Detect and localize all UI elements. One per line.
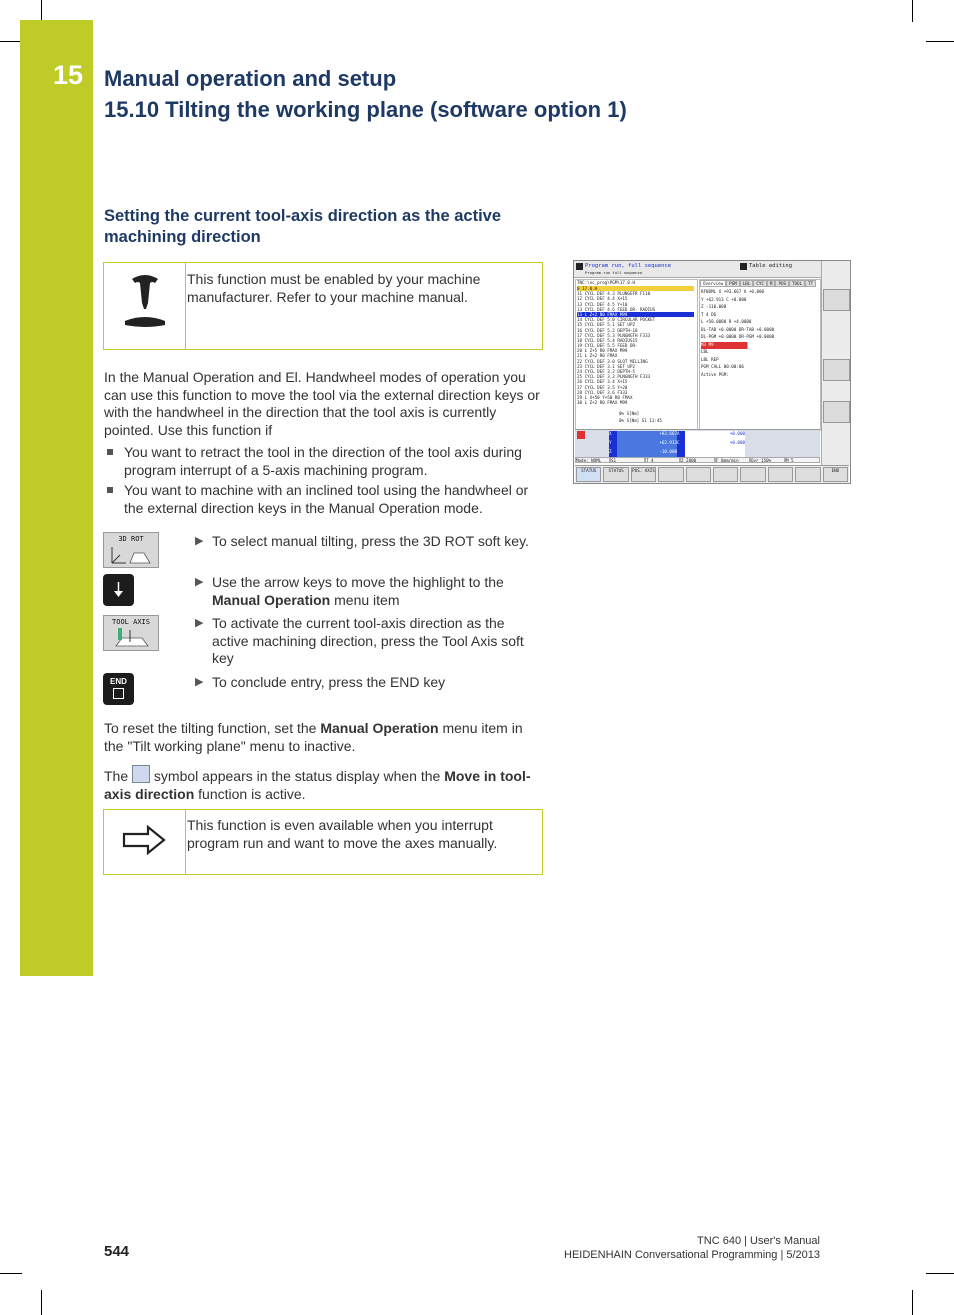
program-line: 29 L X+50 Y+50 R0 FMAX — [577, 394, 633, 400]
crop-mark — [926, 41, 954, 42]
program-line: 30 L Z+2 R0 FMAX M99 — [577, 400, 628, 406]
program-lines — [577, 286, 694, 405]
status-bar-cell: T 4 — [645, 457, 680, 463]
vertical-softkey[interactable] — [823, 359, 850, 381]
note-text: This function is even available when you interrupt program run and want to move the axes manually. — [187, 817, 498, 851]
axis-letter: X — [609, 431, 617, 440]
bullet-list — [104, 444, 544, 520]
status-row: DL-TAB +0.0000 DR-TAB +0.0000 — [701, 326, 775, 332]
step-3: ▶ To activate the current tool-axis direction as the active machining direction, press the Tool Axis soft key — [195, 615, 524, 666]
program-line: 11 CYCL DEF 4.3 PLUNGEFR F110 — [577, 291, 651, 297]
softkey[interactable] — [713, 467, 738, 482]
time-row: 0% S[Nm] S1 11:45 — [619, 418, 662, 423]
step-2: ▶ Use the arrow keys to move the highlight to the Manual Operation menu item — [195, 574, 504, 608]
program-line: 15 CYCL DEF 5.1 SET UP2 — [577, 322, 635, 328]
softkey[interactable] — [658, 467, 683, 482]
status-tab[interactable]: PGM — [726, 280, 740, 287]
status-bar-cell: M 5 — [785, 457, 820, 463]
program-line: 21 L Z+2 R0 FMAX — [577, 353, 618, 359]
axis-letter: Y — [609, 440, 617, 449]
status-tabs — [700, 280, 818, 287]
axis-letter-2: A — [677, 431, 685, 440]
softkey[interactable]: STATUS — [603, 467, 628, 482]
program-line: 16 CYCL DEF 5.2 DEPTH-10 — [577, 327, 638, 333]
step-4: ▶ To conclude entry, press the END key — [195, 674, 446, 690]
program-line: 25 CYCL DEF 3.3 PLNGNGTH F333 — [577, 374, 651, 380]
status-tab[interactable]: LBL — [740, 280, 754, 287]
crop-mark — [41, 1290, 42, 1315]
axis-rows — [609, 431, 749, 458]
softkey[interactable] — [740, 467, 765, 482]
chapter-sidebar — [20, 20, 93, 976]
list-item: You want to retract the tool in the direction of the tool axis during program interrupt of a 5-axis machining program. — [104, 444, 544, 479]
status-row: Y +62.913 C +0.000 — [701, 296, 747, 302]
axis-letter-2: C — [677, 440, 685, 449]
program-line: 23 CYCL DEF 3.1 SET UP2 — [577, 363, 635, 369]
status-tab[interactable]: TOOL — [789, 280, 805, 287]
arrow-down-icon — [112, 581, 125, 599]
status-tab[interactable]: TT — [805, 280, 816, 287]
vertical-softkey[interactable] — [823, 289, 850, 311]
program-line: 24 CYCL DEF 3.2 DEPTH-5 — [577, 369, 635, 374]
program-line: 26 CYCL DEF 3.4 X+15 — [577, 379, 628, 385]
footer-line-2: HEIDENHAIN Conversational Programming | 5/2013 — [564, 1249, 820, 1261]
page-number: 544 — [104, 1243, 130, 1260]
status-bar-cell: Mode: NOML — [575, 457, 610, 463]
mode-icon — [576, 263, 583, 270]
status-bar-cell: Ovr 150% — [750, 457, 785, 463]
status-row: L +50.0000 R +4.0000 — [701, 319, 752, 324]
axis-row — [609, 440, 749, 449]
end-key[interactable] — [103, 673, 134, 705]
status-tab[interactable]: M — [767, 280, 776, 287]
tool-axis-icon — [108, 626, 154, 648]
end-key-label: END — [110, 677, 127, 686]
program-line: 13 L Z+2 R0 FMAX M99 — [577, 312, 694, 317]
time-row: 0% S[Nm] — [619, 411, 640, 416]
manufacturer-note — [103, 262, 543, 350]
program-line: 18 CYCL DEF 5.4 RADIUS15 — [577, 337, 638, 343]
step-1: ▶ To select manual tilting, press the 3D ROT soft key. — [195, 533, 529, 549]
end-square-icon — [113, 688, 124, 699]
program-line: 12 CYCL DEF 4.4 X+15 — [577, 296, 628, 302]
section-title: 15.10 Tilting the working plane (software option 1) — [104, 97, 627, 122]
status-row: PGM CALL 00:00:06 — [701, 364, 744, 369]
status-row: RFNOML X +93.667 A +0.000 — [701, 289, 765, 294]
arrow-right-icon — [122, 825, 166, 855]
status-row: DL-PGM +0.0000 DR-PGM +0.0000 — [701, 334, 775, 339]
reset-paragraph: To reset the tilting function, set the Manual Operation menu item in the "Tilt working plane" menu to inactive. — [104, 720, 523, 754]
softkey[interactable]: END — [823, 467, 848, 482]
footer-line-1: TNC 640 | User's Manual — [697, 1235, 820, 1247]
program-line: 28 CYCL DEF 3.6 F333 — [577, 389, 628, 395]
axis-value: -10.000 — [617, 449, 677, 458]
status-row: LBL REP — [701, 356, 719, 362]
crop-mark — [0, 1273, 22, 1274]
status-row: Z -110.000 — [701, 304, 727, 309]
program-line: 0 17.0.H — [577, 286, 694, 291]
axis-value-2: +0.000 — [685, 431, 745, 440]
softkey[interactable] — [795, 467, 820, 482]
mode-subtitle: Program run full sequence — [585, 270, 643, 275]
status-row: LBL — [701, 349, 709, 354]
note-text: This function must be enabled by your machine manufacturer. Refer to your machine manual. — [187, 271, 481, 305]
status-row: T 4 D6 — [701, 311, 717, 317]
stop-icon — [577, 431, 585, 439]
tool-axis-softkey[interactable] — [103, 615, 159, 651]
softkey[interactable]: POS. AXIS — [631, 467, 656, 482]
status-row: Active PGM: — [701, 371, 729, 377]
crop-mark — [0, 41, 22, 42]
intro-paragraph: In the Manual Operation and El. Handwheel modes of operation you can use this function to move the tool via the external direction keys or with the handwheel in the direction that the tool axis is currently pointed. Use this function if — [104, 369, 540, 438]
status-bar-cell: Z 2000 — [680, 457, 715, 463]
3d-rot-softkey[interactable] — [103, 532, 159, 568]
status-tab[interactable]: CYC — [753, 280, 767, 287]
status-tab[interactable]: POS — [775, 280, 789, 287]
program-line: 17 CYCL DEF 5.3 PLNGNGTH F333 — [577, 332, 651, 338]
footer-info — [564, 1234, 820, 1262]
axis-row — [609, 431, 749, 440]
program-line: 19 CYCL DEF 5.5 FEED DR- — [577, 343, 638, 349]
table-mode-icon — [740, 263, 747, 270]
status-row: M3 M9 — [701, 342, 817, 350]
softkey[interactable] — [768, 467, 793, 482]
chapter-title: Manual operation and setup — [104, 66, 397, 91]
program-line: 13 CYCL DEF 4.5 Y+10 — [577, 301, 628, 307]
softkey[interactable] — [686, 467, 711, 482]
softkey-label: 3D ROT — [118, 535, 144, 543]
tip-note — [103, 809, 543, 875]
axis-value-2: +0.000 — [685, 440, 745, 449]
time-rows — [619, 411, 697, 425]
crop-mark — [912, 1290, 913, 1315]
tnc-screen-screenshot — [573, 260, 851, 484]
status-rows — [701, 289, 817, 379]
program-line: 20 L Z+5 R0 FMAX M99 — [577, 348, 628, 354]
symbol-paragraph: The symbol appears in the status display when the Move in tool-axis direction function is active. — [104, 765, 544, 803]
tool-axis-status-icon — [132, 765, 150, 783]
axis-value: +62.913 — [617, 440, 677, 449]
program-line: 14 CYCL DEF 5.0 CIRCULAR POCKET — [577, 317, 656, 323]
axis-letter: Z — [609, 449, 617, 458]
status-bar-cell: S1 — [610, 457, 645, 463]
chapter-number: 15 — [53, 60, 84, 90]
subsection-heading: Setting the current tool-axis direction as the active machining direction — [104, 207, 502, 246]
crop-mark — [912, 0, 913, 22]
axis-value: +93.667 — [617, 431, 677, 440]
program-line: 27 CYCL DEF 3.5 Y+20 — [577, 384, 628, 390]
program-line: 22 CYCL DEF 3.0 SLOT MILLING — [577, 358, 648, 364]
program-path: TNC:\nc_prog\PGM\17.0.H — [577, 280, 635, 285]
vertical-softkey[interactable] — [823, 401, 850, 423]
crop-mark — [41, 0, 42, 22]
list-item: You want to machine with an inclined tool using the handwheel or the external direction keys in the Manual Operation mode. — [104, 482, 544, 517]
machine-manufacturer-icon — [124, 273, 166, 329]
arrow-down-key[interactable] — [103, 574, 134, 606]
crop-mark — [926, 1273, 954, 1274]
axis-system-icon — [108, 543, 154, 565]
softkey-label: TOOL AXIS — [112, 618, 150, 626]
status-bar-cell: F 0mm/min — [715, 457, 750, 463]
softkey-row — [575, 465, 849, 483]
status-tab[interactable]: Overview — [700, 280, 726, 287]
mode-title: Program run, full sequence — [585, 263, 672, 269]
table-editing-label: Table editing — [749, 263, 793, 269]
bottom-status-bar — [575, 457, 820, 463]
softkey[interactable]: STATUS — [576, 467, 601, 482]
program-line: 13 CYCL DEF 4.6 FEED DR- RADIUS — [577, 306, 656, 312]
